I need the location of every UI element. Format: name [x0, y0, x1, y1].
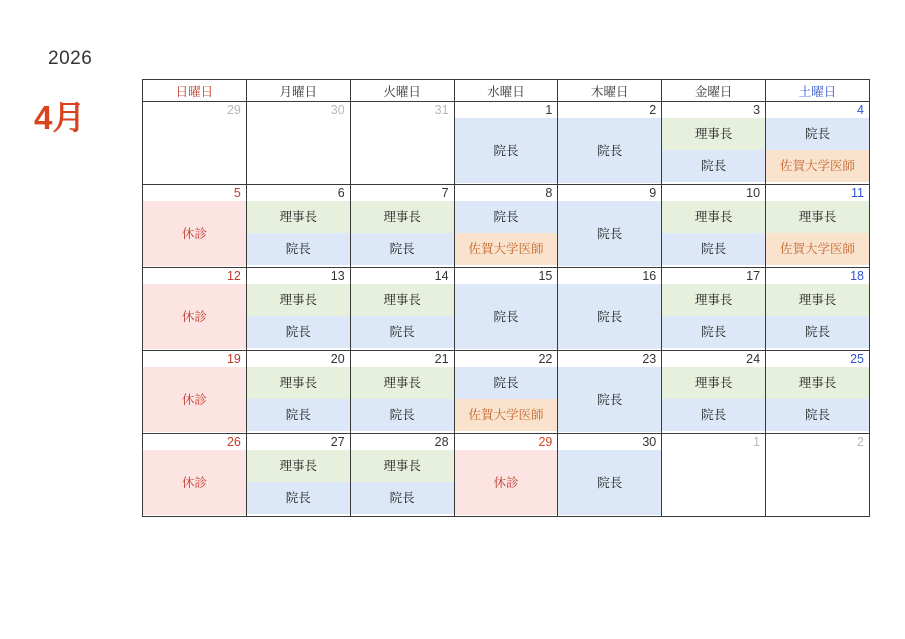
day-events: [247, 201, 350, 266]
day-events: [766, 201, 869, 266]
weekday-header-4: 木曜日: [558, 80, 662, 102]
day-cell[interactable]: [662, 268, 766, 351]
day-events: [455, 367, 558, 432]
day-events: [143, 284, 246, 349]
event-rijicho[interactable]: 理事長: [662, 118, 765, 150]
calendar-week-row: [143, 434, 870, 517]
day-events: [558, 118, 661, 183]
day-cell[interactable]: [350, 351, 454, 434]
event-rijicho[interactable]: 理事長: [351, 450, 454, 482]
day-cell[interactable]: [662, 351, 766, 434]
event-saga[interactable]: 佐賀大学医師: [766, 150, 869, 182]
day-cell[interactable]: [350, 185, 454, 268]
day-cell[interactable]: [662, 102, 766, 185]
event-incho[interactable]: 院長: [351, 233, 454, 265]
weekday-header-0: 日曜日: [143, 80, 247, 102]
event-kyushin[interactable]: 休診: [143, 450, 246, 515]
calendar-container: [142, 79, 870, 517]
weekday-header-1: 月曜日: [246, 80, 350, 102]
day-cell[interactable]: [558, 185, 662, 268]
day-events: [143, 118, 246, 183]
event-rijicho[interactable]: 理事長: [766, 367, 869, 399]
event-incho[interactable]: 院長: [351, 316, 454, 348]
day-events: [662, 450, 765, 515]
day-number: 28: [434, 435, 449, 449]
day-cell[interactable]: [454, 268, 558, 351]
day-events: [351, 367, 454, 432]
event-incho[interactable]: 院長: [662, 316, 765, 348]
day-events: [662, 367, 765, 432]
event-rijicho[interactable]: 理事長: [247, 201, 350, 233]
day-events: [558, 367, 661, 432]
day-number: 15: [538, 269, 553, 283]
event-rijicho[interactable]: 理事長: [766, 201, 869, 233]
day-events: [766, 367, 869, 432]
event-rijicho[interactable]: 理事長: [351, 284, 454, 316]
day-number: 11: [851, 186, 864, 200]
event-rijicho[interactable]: 理事長: [351, 201, 454, 233]
day-events: [351, 450, 454, 515]
day-number: 6: [337, 186, 345, 200]
year-label: 2026: [48, 48, 93, 69]
event-rijicho[interactable]: 理事長: [247, 284, 350, 316]
weekday-header-6: 土曜日: [766, 80, 870, 102]
event-incho[interactable]: 院長: [662, 233, 765, 265]
event-incho[interactable]: 院長: [247, 233, 350, 265]
day-events: [455, 201, 558, 266]
empty-slot: [662, 450, 765, 515]
day-events: [662, 284, 765, 349]
day-cell[interactable]: [454, 185, 558, 268]
empty-slot: [766, 450, 869, 515]
day-number: 8: [545, 186, 553, 200]
day-cell[interactable]: [143, 351, 247, 434]
day-number: 4: [857, 103, 864, 117]
day-cell[interactable]: [662, 434, 766, 517]
calendar-week-row: [143, 185, 870, 268]
event-incho[interactable]: 院長: [558, 284, 661, 349]
day-number: 5: [233, 186, 241, 200]
day-events: [662, 201, 765, 266]
day-events: [143, 367, 246, 432]
weekday-header-5: 金曜日: [662, 80, 766, 102]
day-number: 27: [330, 435, 345, 449]
day-number: 19: [226, 352, 241, 366]
day-number: 30: [330, 103, 345, 117]
empty-slot: [351, 118, 454, 183]
event-rijicho[interactable]: 理事長: [662, 284, 765, 316]
day-number: 1: [753, 435, 761, 449]
day-events: [558, 201, 661, 266]
day-number: 21: [434, 352, 449, 366]
day-number: 17: [746, 269, 761, 283]
day-events: [455, 118, 558, 183]
event-rijicho[interactable]: 理事長: [662, 367, 765, 399]
event-incho[interactable]: 院長: [351, 482, 454, 514]
event-kyushin[interactable]: 休診: [143, 367, 246, 432]
day-events: [662, 118, 765, 183]
event-incho[interactable]: 院長: [247, 482, 350, 514]
day-cell[interactable]: [558, 434, 662, 517]
day-number: 14: [434, 269, 449, 283]
event-rijicho[interactable]: 理事長: [247, 367, 350, 399]
day-number: 22: [538, 352, 553, 366]
day-number: 23: [642, 352, 657, 366]
day-cell[interactable]: [246, 434, 350, 517]
event-incho[interactable]: 院長: [558, 367, 661, 432]
calendar-body: [143, 102, 870, 517]
day-events: [558, 450, 661, 515]
event-incho[interactable]: 院長: [455, 367, 558, 399]
day-number: 12: [226, 269, 241, 283]
event-incho[interactable]: 院長: [455, 118, 558, 183]
day-cell[interactable]: [558, 351, 662, 434]
weekday-header-3: 水曜日: [454, 80, 558, 102]
day-events: [766, 284, 869, 349]
event-rijicho[interactable]: 理事長: [766, 284, 869, 316]
day-cell[interactable]: [350, 268, 454, 351]
day-number: 1: [545, 103, 553, 117]
day-events: [351, 201, 454, 266]
day-number: 9: [649, 186, 657, 200]
event-rijicho[interactable]: 理事長: [662, 201, 765, 233]
event-incho[interactable]: 院長: [351, 399, 454, 431]
day-cell[interactable]: [766, 268, 870, 351]
event-incho[interactable]: 院長: [455, 201, 558, 233]
day-number: 18: [850, 269, 864, 283]
day-cell[interactable]: [246, 351, 350, 434]
day-cell[interactable]: [246, 268, 350, 351]
day-cell[interactable]: [143, 102, 247, 185]
day-cell[interactable]: [558, 102, 662, 185]
day-number: 13: [330, 269, 345, 283]
day-events: [143, 450, 246, 515]
day-cell[interactable]: [143, 185, 247, 268]
calendar-week-row: [143, 351, 870, 434]
event-rijicho[interactable]: 理事長: [247, 450, 350, 482]
event-incho[interactable]: 院長: [247, 316, 350, 348]
event-kyushin[interactable]: 休診: [455, 450, 558, 515]
event-rijicho[interactable]: 理事長: [351, 367, 454, 399]
weekday-header-2: 火曜日: [350, 80, 454, 102]
day-cell[interactable]: [662, 185, 766, 268]
day-cell[interactable]: [454, 434, 558, 517]
event-kyushin[interactable]: 休診: [143, 284, 246, 349]
day-number: 24: [746, 352, 761, 366]
day-events: [455, 450, 558, 515]
calendar-table: [142, 79, 870, 517]
day-cell[interactable]: [350, 434, 454, 517]
day-cell[interactable]: [246, 185, 350, 268]
day-events: [558, 284, 661, 349]
day-number: 2: [857, 435, 864, 449]
empty-slot: [247, 118, 350, 183]
day-number: 2: [649, 103, 657, 117]
day-cell[interactable]: [350, 102, 454, 185]
event-incho[interactable]: 院長: [558, 450, 661, 515]
event-saga[interactable]: 佐賀大学医師: [766, 233, 869, 265]
event-saga[interactable]: 佐賀大学医師: [455, 399, 558, 431]
day-cell[interactable]: [766, 185, 870, 268]
day-cell[interactable]: [454, 102, 558, 185]
calendar-header-row: [143, 80, 870, 102]
event-incho[interactable]: 院長: [455, 284, 558, 349]
event-incho[interactable]: 院長: [766, 316, 869, 348]
day-number: 20: [330, 352, 345, 366]
day-events: [247, 367, 350, 432]
month-label: 4月: [34, 99, 86, 136]
event-saga[interactable]: 佐賀大学医師: [455, 233, 558, 265]
day-number: 26: [226, 435, 241, 449]
day-events: [351, 118, 454, 183]
event-kyushin[interactable]: 休診: [143, 201, 246, 266]
day-cell[interactable]: [143, 434, 247, 517]
day-events: [247, 450, 350, 515]
day-events: [766, 118, 869, 183]
day-cell[interactable]: [766, 102, 870, 185]
day-cell[interactable]: [558, 268, 662, 351]
empty-slot: [143, 118, 246, 183]
day-number: 25: [850, 352, 864, 366]
day-cell[interactable]: [246, 102, 350, 185]
day-events: [455, 284, 558, 349]
event-incho[interactable]: 院長: [247, 399, 350, 431]
event-incho[interactable]: 院長: [558, 118, 661, 183]
day-number: 7: [441, 186, 449, 200]
event-incho[interactable]: 院長: [662, 399, 765, 431]
day-number: 30: [642, 435, 657, 449]
day-cell[interactable]: [143, 268, 247, 351]
event-incho[interactable]: 院長: [766, 399, 869, 431]
event-incho[interactable]: 院長: [766, 118, 869, 150]
day-cell[interactable]: [766, 434, 870, 517]
day-number: 16: [642, 269, 657, 283]
day-events: [247, 118, 350, 183]
day-events: [766, 450, 869, 515]
day-number: 29: [226, 103, 241, 117]
day-events: [351, 284, 454, 349]
day-cell[interactable]: [454, 351, 558, 434]
day-events: [247, 284, 350, 349]
day-cell[interactable]: [766, 351, 870, 434]
calendar-week-row: [143, 102, 870, 185]
event-incho[interactable]: 院長: [558, 201, 661, 266]
calendar-week-row: [143, 268, 870, 351]
day-number: 3: [753, 103, 761, 117]
day-number: 10: [746, 186, 761, 200]
day-number: 31: [434, 103, 449, 117]
day-events: [143, 201, 246, 266]
day-number: 29: [538, 435, 553, 449]
event-incho[interactable]: 院長: [662, 150, 765, 182]
